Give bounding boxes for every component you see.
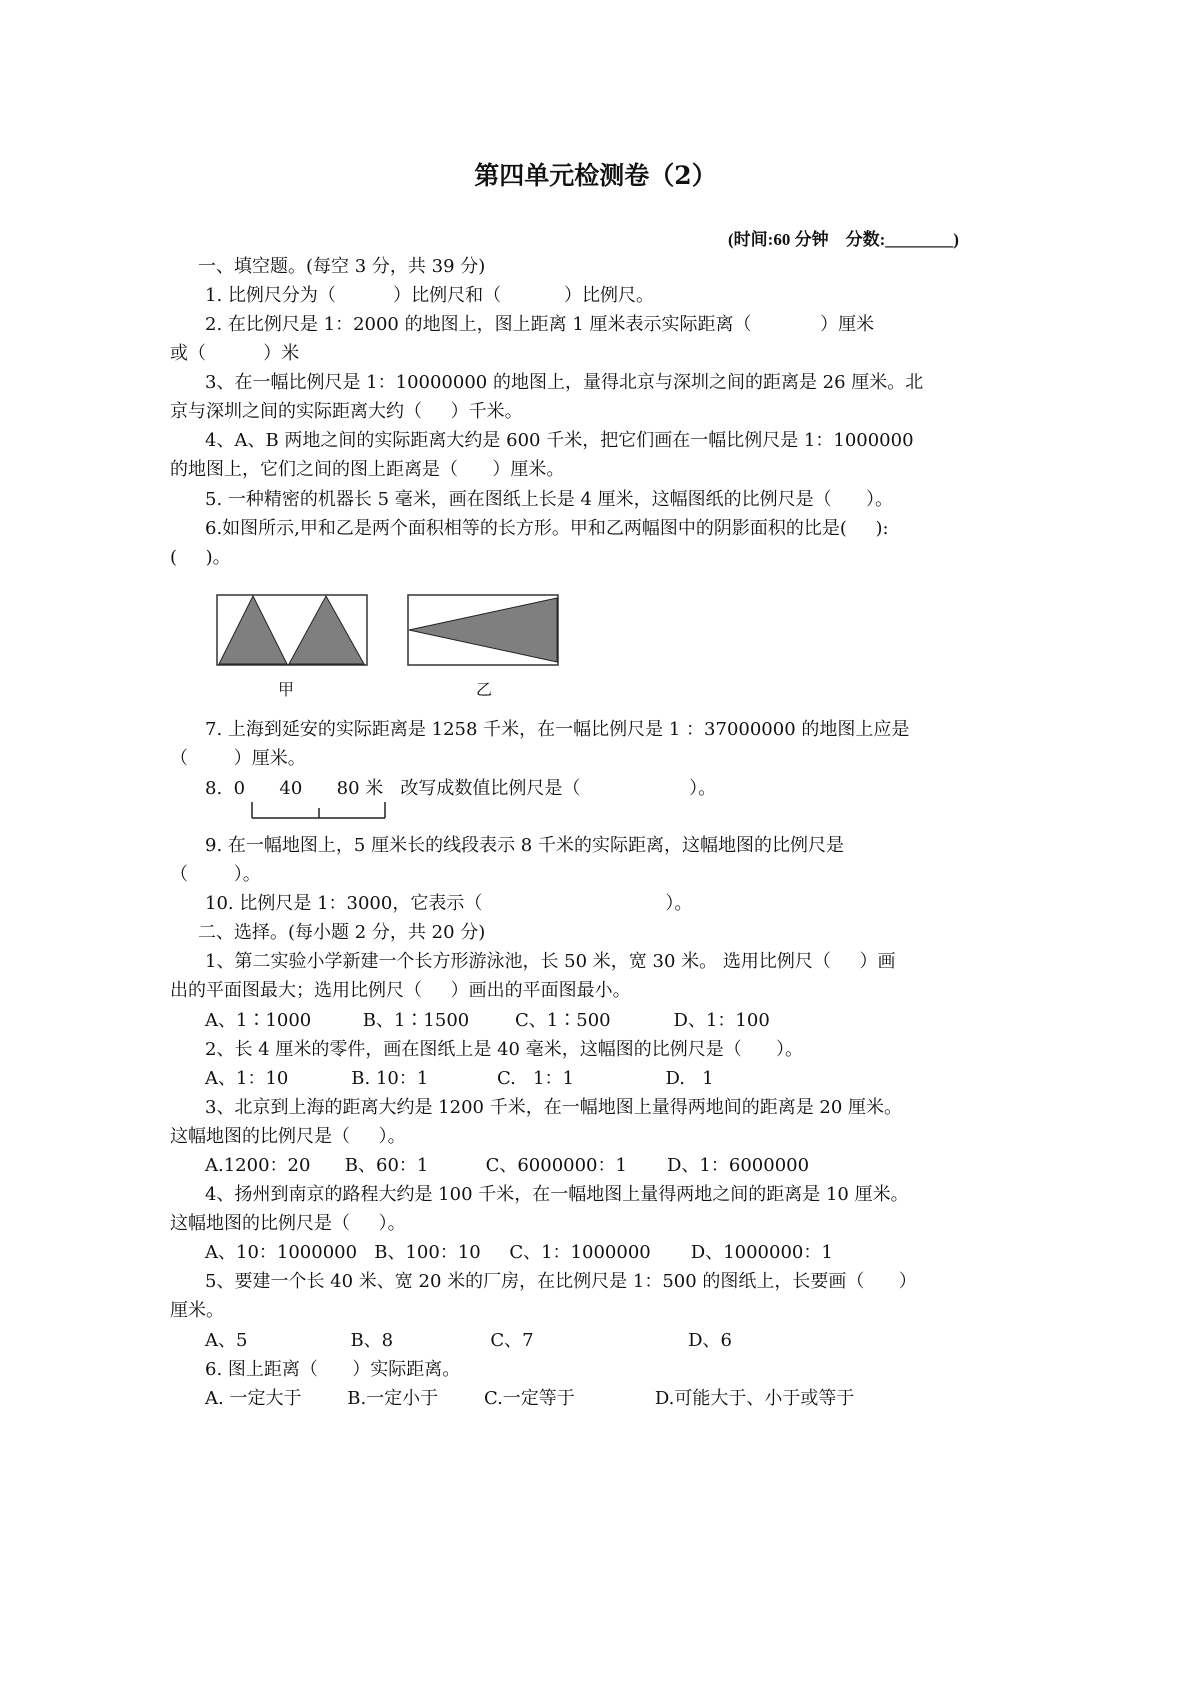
option-line: A、10：1000000 B、100：10 C、1：1000000 D、1000000：1 — [205, 1242, 833, 1263]
question-line: 或（ ）米 — [170, 343, 300, 364]
option-line: A. 一定大于 B.一定小于 C.一定等于 D.可能大于、小于或等于 — [205, 1388, 855, 1409]
question-line: 1. 比例尺分为（ ）比例尺和（ ）比例尺。 — [205, 285, 655, 306]
question-line: 4、扬州到南京的路程大约是 100 千米，在一幅地图上量得两地之间的距离是 10 厘米。 — [205, 1184, 909, 1205]
question-line: 9. 在一幅地图上，5 厘米长的线段表示 8 千米的实际距离，这幅地图的比例尺是 — [205, 835, 844, 856]
question-line: 3、在一幅比例尺是 1：10000000 的地图上，量得北京与深圳之间的距离是 26 厘米。北 — [205, 372, 924, 393]
line-scale-bar — [245, 802, 390, 822]
figure-label-jia: 甲 — [278, 680, 295, 699]
question-line: 2. 在比例尺是 1：2000 的地图上，图上距离 1 厘米表示实际距离（ ）厘米 — [205, 314, 875, 335]
question-line: 10. 比例尺是 1：3000，它表示（ ）。 — [205, 893, 693, 914]
question-line: 2、长 4 厘米的零件，画在图纸上是 40 毫米，这幅图的比例尺是（ ）。 — [205, 1039, 804, 1060]
option-line: A、5 B、8 C、7 D、6 — [205, 1330, 732, 1351]
option-line: A、1：10 B. 10：1 C. 1：1 D. 1 — [205, 1068, 714, 1089]
option-line: A、1∶1000 B、1∶1500 C、1∶500 D、1：100 — [205, 1010, 770, 1031]
question-line: 6. 图上距离（ ）实际距离。 — [205, 1359, 461, 1380]
question-line: 厘米。 — [170, 1300, 224, 1321]
question-line: 5、要建一个长 40 米、宽 20 米的厂房，在比例尺是 1：500 的图纸上，长要画（ ） — [205, 1271, 917, 1292]
question-line: 8. 0 40 80 米 改写成数值比例尺是（ ）。 — [205, 778, 717, 799]
section-heading-fill-blank: 一、填空题。(每空 3 分，共 39 分) — [198, 256, 486, 277]
question-line: 这幅地图的比例尺是（ ）。 — [170, 1213, 406, 1234]
question-line: （ ）。 — [170, 864, 261, 885]
question-line: 这幅地图的比例尺是（ ）。 — [170, 1126, 406, 1147]
figure-label-yi: 乙 — [476, 680, 493, 699]
question-line: 的地图上，它们之间的图上距离是（ ）厘米。 — [170, 459, 565, 480]
question-line: 7. 上海到延安的实际距离是 1258 千米，在一幅比例尺是 1 ：37000000 的地图上应是 — [205, 719, 910, 740]
question-line: 出的平面图最大；选用比例尺（ ）画出的平面图最小。 — [170, 980, 631, 1001]
question-line: ( )。 — [170, 547, 231, 568]
question-line: 6.如图所示,甲和乙是两个面积相等的长方形。甲和乙两幅图中的阴影面积的比是( ): — [205, 518, 889, 539]
figure-yi-rectangle — [407, 594, 559, 666]
section-heading-choice: 二、选择。(每小题 2 分，共 20 分) — [198, 922, 486, 943]
figure-jia-rectangle — [216, 594, 368, 666]
question-line: 5. 一种精密的机器长 5 毫米，画在图纸上长是 4 厘米，这幅图纸的比例尺是（ ）。 — [205, 489, 894, 510]
question-line: 4、A、B 两地之间的实际距离大约是 600 千米，把它们画在一幅比例尺是 1：1000000 — [205, 430, 914, 451]
question-line: 1、第二实验小学新建一个长方形游泳池，长 50 米，宽 30 米。 选用比例尺（ ）画 — [205, 951, 896, 972]
question-line: 京与深圳之间的实际距离大约（ ）千米。 — [170, 401, 523, 422]
exam-meta-time-score: (时间:60 分钟 分数:________) — [728, 230, 959, 249]
question-line: 3、北京到上海的距离大约是 1200 千米，在一幅地图上量得两地间的距离是 20 厘米。 — [205, 1097, 903, 1118]
page-title: 第四单元检测卷（2） — [474, 161, 717, 190]
question-line: （ ）厘米。 — [170, 748, 306, 769]
option-line: A.1200：20 B、60：1 C、6000000：1 D、1：6000000 — [205, 1155, 810, 1176]
